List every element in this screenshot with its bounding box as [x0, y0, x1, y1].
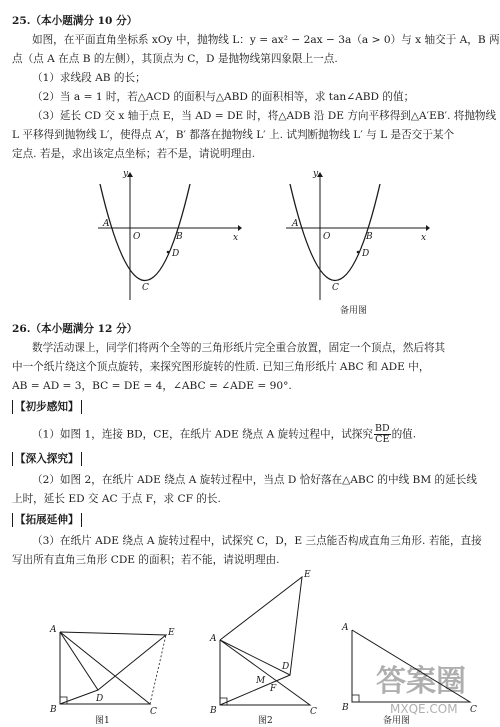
q26-fig1-caption: 图1: [95, 716, 110, 726]
x-axis-label: x: [233, 233, 239, 243]
point-d: [167, 251, 170, 254]
label-a: A: [103, 219, 110, 229]
q25-line: L 平移得到抛物线 L′，使得点 A′，B′ 都落在抛物线 L′ 上. 试判断抛物线 L′ 与 L 是否交于某个: [12, 129, 455, 141]
q26-part3: 写出所有直角三角形 CDE 的面积；若不能，请说明理由.: [12, 554, 280, 566]
fraction-numerator: BD: [374, 423, 390, 434]
label-d: D: [96, 694, 104, 704]
label-b: B: [210, 706, 217, 716]
segment-bd: [220, 675, 290, 705]
right-angle-b: [352, 695, 359, 702]
label-b: B: [50, 705, 57, 715]
q26-figure-1: [38, 620, 188, 715]
label-c: C: [310, 707, 317, 717]
point-d: [357, 251, 360, 254]
segment-ce: [150, 635, 166, 704]
section-title-initial: 【初步感知】: [12, 400, 82, 414]
label-a: A: [292, 219, 299, 229]
x-axis-arrow: [426, 225, 430, 231]
section-title-extend: 【拓展延伸】: [12, 513, 82, 527]
triangle-ade: [220, 577, 302, 675]
label-o: O: [323, 232, 331, 242]
label-d: D: [362, 249, 370, 259]
label-c: C: [150, 707, 157, 717]
label-b: B: [176, 232, 183, 242]
y-axis-label: y: [313, 169, 319, 179]
q25-spare-figure: [282, 169, 432, 302]
y-axis-label: y: [123, 169, 129, 179]
q25-part3: （3）延长 CD 交 x 轴于点 E，当 AD = DE 时，将△ADB 沿 DE 方向平移得到△A′EB′. 将抛物线: [32, 110, 497, 122]
q26-header: 26.（本小题满分 12 分）: [12, 323, 138, 335]
q25-parabola-figure: [90, 169, 240, 302]
q26-part3: （3）在纸片 ADE 绕点 A 旋转过程中，试探究 C，D，E 三点能否构成直角三角形. 若能，直接: [32, 535, 482, 547]
label-o: O: [133, 232, 141, 242]
label-m: M: [256, 676, 266, 686]
q25-header: 25.（本小题满分 10 分）: [12, 15, 138, 27]
q26-figure-2: [200, 565, 330, 715]
q26-intro: 中一个纸片绕这个顶点旋转，来探究图形旋转的性质. 已知三角形纸片 ABC 和 ADE 中，: [12, 361, 430, 373]
triangle-abc: [220, 640, 310, 705]
triangle-abc: [60, 632, 150, 704]
x-axis-label: x: [421, 233, 427, 243]
label-a: A: [50, 625, 57, 635]
label-b: B: [342, 703, 349, 713]
q25-spare-caption: 备用图: [340, 306, 368, 316]
label-d: D: [282, 662, 290, 672]
q25-part1: （1）求线段 AB 的长；: [32, 72, 146, 84]
q25-line: 定点. 若是，求出该定点坐标；若不是，请说明理由.: [12, 148, 256, 160]
x-axis-arrow: [238, 225, 242, 231]
q25-part2: （2）当 a = 1 时，若△ACD 的面积与△ABD 的面积相等，求 tan∠ABD 的值；: [32, 91, 415, 103]
fraction-bd-ce: [374, 424, 391, 445]
label-b: B: [366, 232, 373, 242]
q26-spare-caption: 备用图: [383, 716, 411, 726]
q26-fig2-caption: 图2: [258, 716, 273, 726]
site-watermark: [372, 655, 492, 719]
q25-line: 如图，在平面直角坐标系 xOy 中，抛物线 L：y = ax² − 2ax − 3a（a > 0）与 x 轴交于 A，B 两: [32, 34, 500, 46]
q26-intro: AB = AD = 3，BC = DE = 4，∠ABC = ∠ADE = 90°.: [12, 380, 292, 392]
label-e: E: [168, 628, 175, 638]
label-f: F: [270, 684, 277, 694]
label-c: C: [470, 705, 477, 715]
triangle-ade: [60, 632, 166, 690]
q26-part1-text: （1）如图 1，连接 BD，CE，在纸片 ADE 绕点 A 旋转过程中，试探究: [32, 428, 373, 441]
q26-part2: 上时，延长 ED 交 AC 于点 F，求 CF 的长.: [12, 493, 221, 505]
section-title-deep: 【深入探究】: [12, 452, 82, 466]
watermark-text: 答案圈: [376, 664, 466, 699]
label-a: A: [342, 623, 349, 633]
watermark-subtext: MXQE.COM: [390, 702, 458, 716]
label-d: D: [172, 249, 180, 259]
q26-part1-tail: 的值.: [391, 428, 417, 441]
label-e: E: [304, 570, 311, 580]
q25-line: 点（点 A 在点 B 的左侧），其顶点为 C，D 是抛物线第四象限上一点.: [12, 53, 338, 65]
label-a: A: [210, 634, 217, 644]
q26-part1: [32, 424, 500, 445]
q26-part2: （2）如图 2，在纸片 ADE 绕点 A 旋转过程中，当点 D 恰好落在△ABC 的中线 BM 的延长线: [32, 474, 477, 486]
fraction-denominator: CE: [375, 434, 390, 445]
q26-intro: 数学活动课上，同学们将两个全等的三角形纸片完全重合放置，固定一个顶点，然后将其: [32, 342, 446, 354]
label-c: C: [142, 283, 149, 293]
label-c: C: [332, 283, 339, 293]
